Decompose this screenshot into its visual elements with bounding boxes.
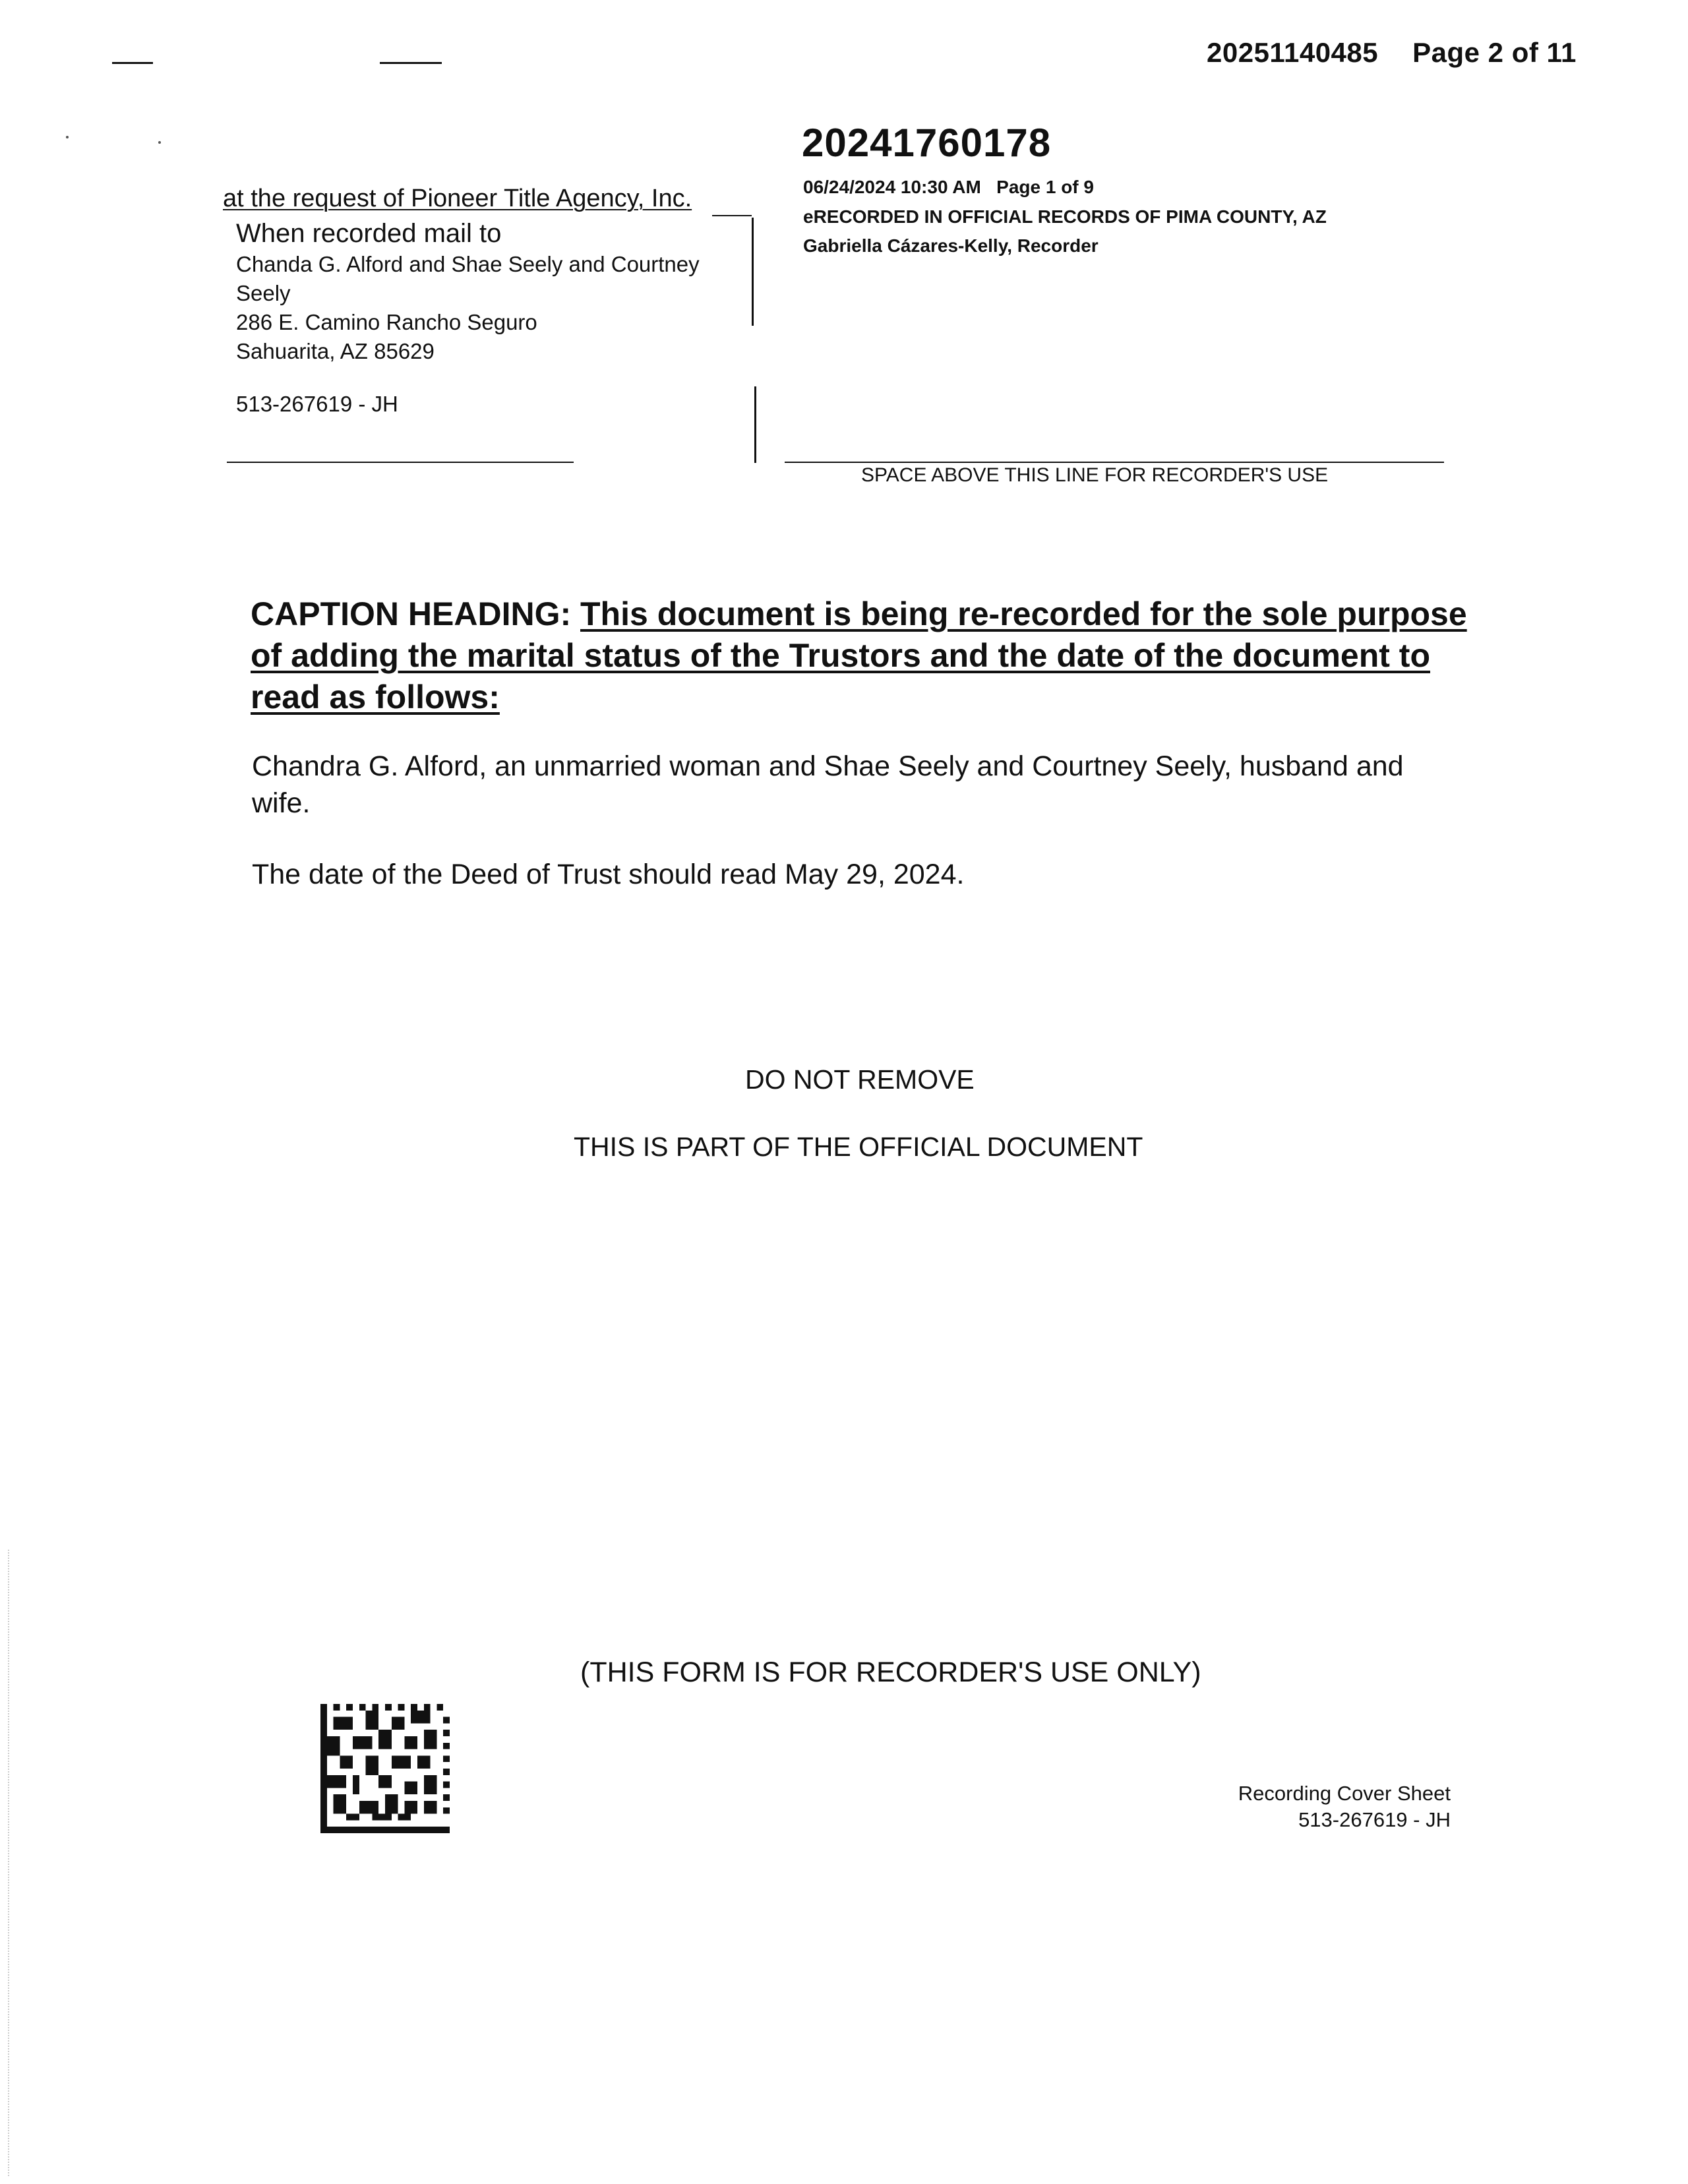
scan-edge-artifact xyxy=(8,1550,9,2176)
scan-speck xyxy=(66,136,69,138)
mail-to-line: Seely xyxy=(236,281,291,305)
caption-label: CAPTION HEADING: xyxy=(251,595,572,632)
caption-heading xyxy=(251,593,1490,718)
header-dash-2 xyxy=(380,62,442,64)
cover-sheet-reference: 513-267619 - JH xyxy=(1298,1808,1451,1831)
document-number: 20251140485 xyxy=(1207,37,1379,68)
recording-number: 20241760178 xyxy=(802,121,1052,165)
request-line: at the request of Pioneer Title Agency, Inc. xyxy=(223,185,692,212)
recorder-use-only-notice: (THIS FORM IS FOR RECORDER'S USE ONLY) xyxy=(580,1656,1201,1688)
cover-sheet-title: Recording Cover Sheet xyxy=(1238,1782,1451,1805)
mail-to-line: Sahuarita, AZ 85629 xyxy=(236,339,435,363)
recorder-name: Gabriella Cázares-Kelly, Recorder xyxy=(803,235,1099,256)
mail-to-reference: 513-267619 - JH xyxy=(236,392,398,416)
cover-sheet xyxy=(1160,1780,1451,1833)
recorder-space-label: SPACE ABOVE THIS LINE FOR RECORDER'S USE xyxy=(861,464,1329,486)
scan-speck xyxy=(158,141,161,144)
official-records-line: eRECORDED IN OFFICIAL RECORDS OF PIMA COUNTY, AZ xyxy=(803,206,1327,227)
official-document-notice: THIS IS PART OF THE OFFICIAL DOCUMENT xyxy=(574,1132,1143,1162)
header-dash-1 xyxy=(112,62,153,64)
mail-to-line: Chanda G. Alford and Shae Seely and Courtney xyxy=(236,252,700,276)
request-underline-extension xyxy=(712,215,752,216)
mail-block-right-border xyxy=(752,218,754,326)
trustors-paragraph: Chandra G. Alford, an unmarried woman and Shae Seely and Courtney Seely, husband and wife. xyxy=(252,750,1404,819)
mail-to-line: 286 E. Camino Rancho Seguro xyxy=(236,310,537,334)
page-indicator: Page 2 of 11 xyxy=(1412,37,1577,68)
recording-datetime: 06/24/2024 10:30 AM Page 1 of 9 xyxy=(803,177,1094,197)
mail-to-title: When recorded mail to xyxy=(236,219,502,248)
deed-date-paragraph: The date of the Deed of Trust should read May 29, 2024. xyxy=(252,859,965,890)
caption-text: This document is being re-recorded for the sole purpose of adding the marital status of the Trustors and the date of the document to read as follows: xyxy=(251,595,1467,715)
mail-block-divider xyxy=(754,386,756,463)
recorder-space-rule xyxy=(785,462,1444,463)
mail-block-bottom-rule xyxy=(227,462,574,463)
do-not-remove-notice: DO NOT REMOVE xyxy=(745,1064,975,1095)
page-header xyxy=(1207,37,1577,69)
datamatrix-barcode xyxy=(320,1704,450,1833)
